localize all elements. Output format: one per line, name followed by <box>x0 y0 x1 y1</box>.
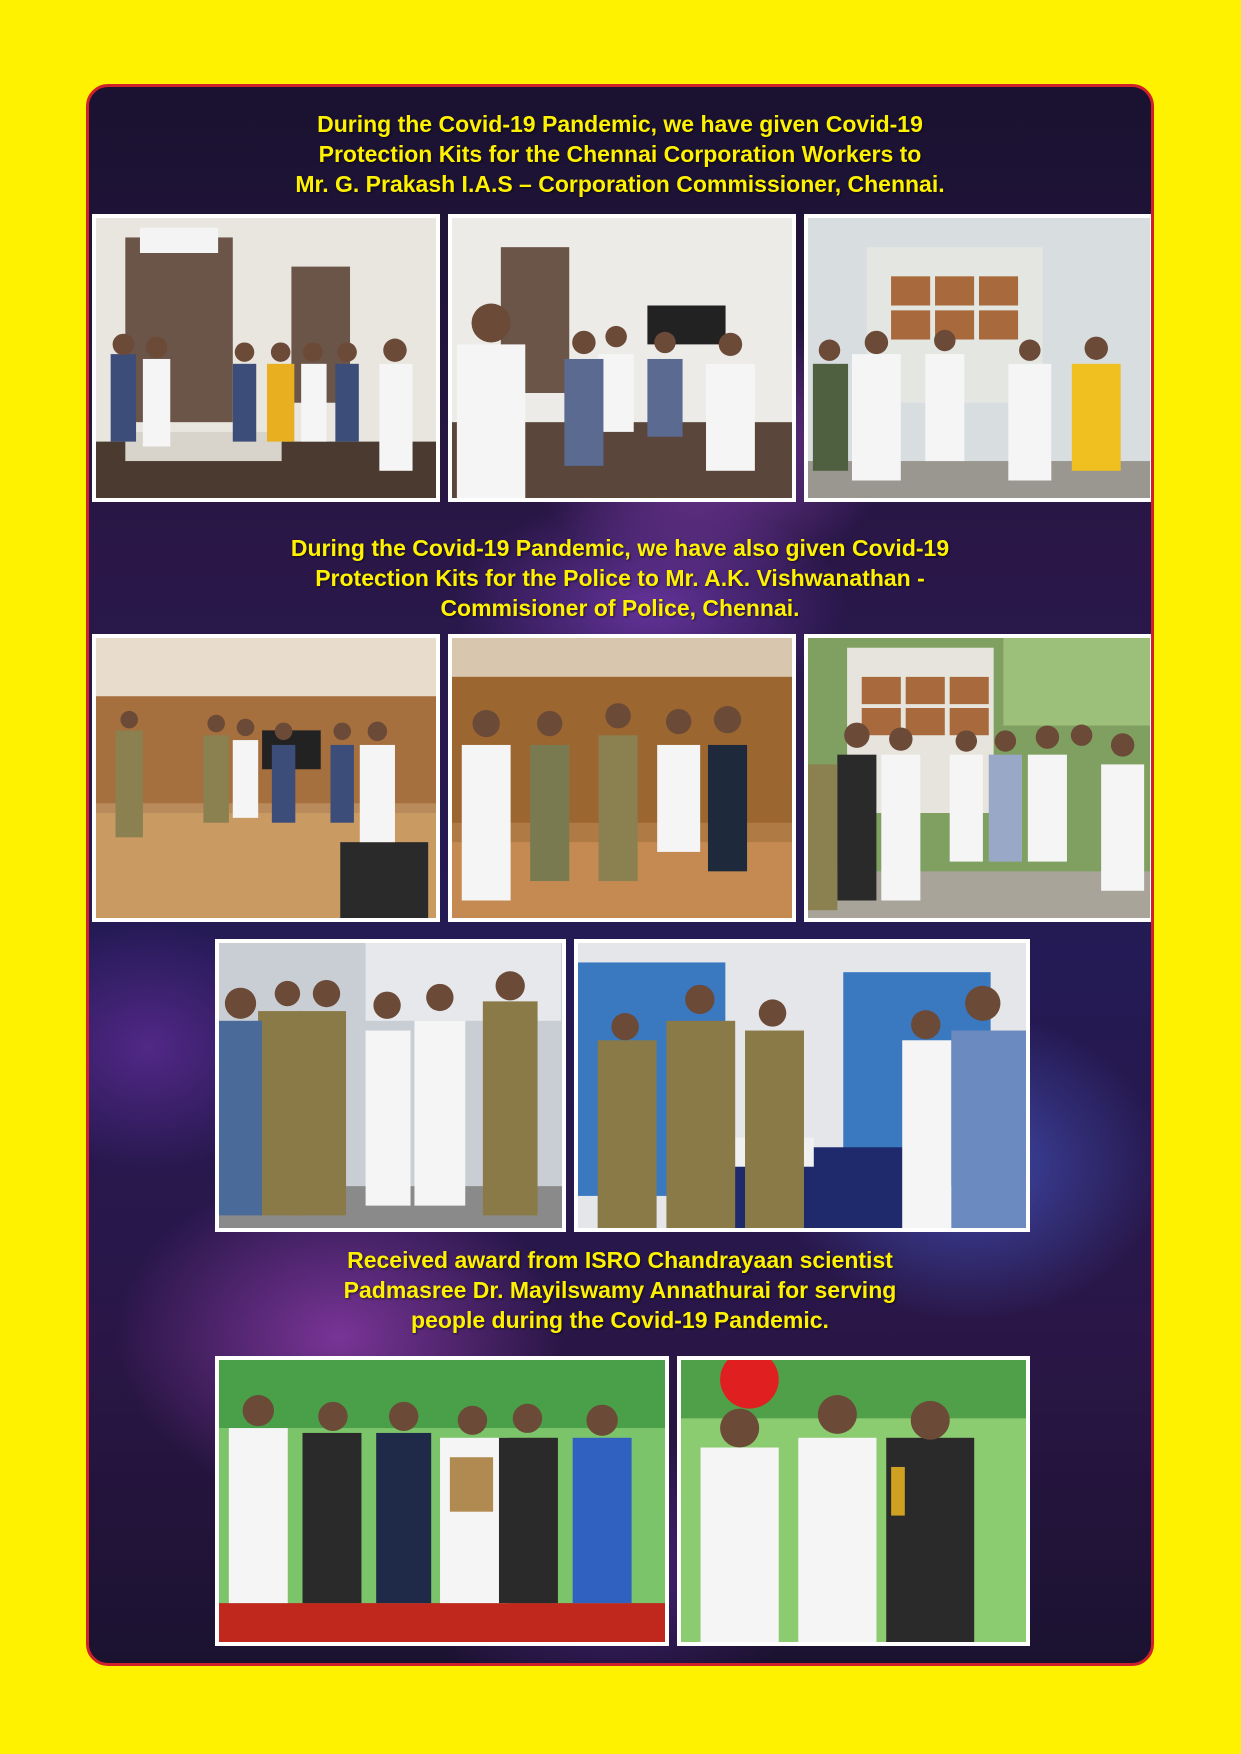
caption-police-kits <box>89 533 1151 623</box>
caption-line: people during the Covid-19 Pandemic. <box>411 1307 829 1333</box>
photo-police-office-handover-2 <box>448 634 796 922</box>
content-panel <box>86 84 1154 1666</box>
caption-isro-award <box>89 1245 1151 1335</box>
caption-line: Protection Kits for the Chennai Corporation Workers to <box>318 141 922 167</box>
photo-police-station-kits-2 <box>574 939 1030 1232</box>
photo-office-kit-handover-2 <box>448 214 796 502</box>
caption-line: Protection Kits for the Police to Mr. A.K. Vishwanathan - <box>315 565 925 591</box>
caption-line: Padmasree Dr. Mayilswamy Annathurai for serving <box>343 1277 897 1303</box>
photo-award-trophy-presentation <box>677 1356 1030 1646</box>
photo-office-kit-handover-1 <box>92 214 440 502</box>
caption-line: Received award from ISRO Chandrayaan scientist <box>347 1247 893 1273</box>
caption-line: During the Covid-19 Pandemic, we have also given Covid-19 <box>290 535 950 561</box>
caption-line: Commisioner of Police, Chennai. <box>440 595 800 621</box>
photo-police-office-handover-1 <box>92 634 440 922</box>
caption-line: During the Covid-19 Pandemic, we have given Covid-19 <box>317 111 923 137</box>
photo-police-truck-kits <box>804 634 1154 922</box>
photo-truck-kit-loading <box>804 214 1154 502</box>
caption-corporation-kits <box>89 109 1151 199</box>
caption-line: Mr. G. Prakash I.A.S – Corporation Commissioner, Chennai. <box>295 171 945 197</box>
photo-police-station-kits-1 <box>215 939 566 1232</box>
photo-award-ceremony-group <box>215 1356 669 1646</box>
